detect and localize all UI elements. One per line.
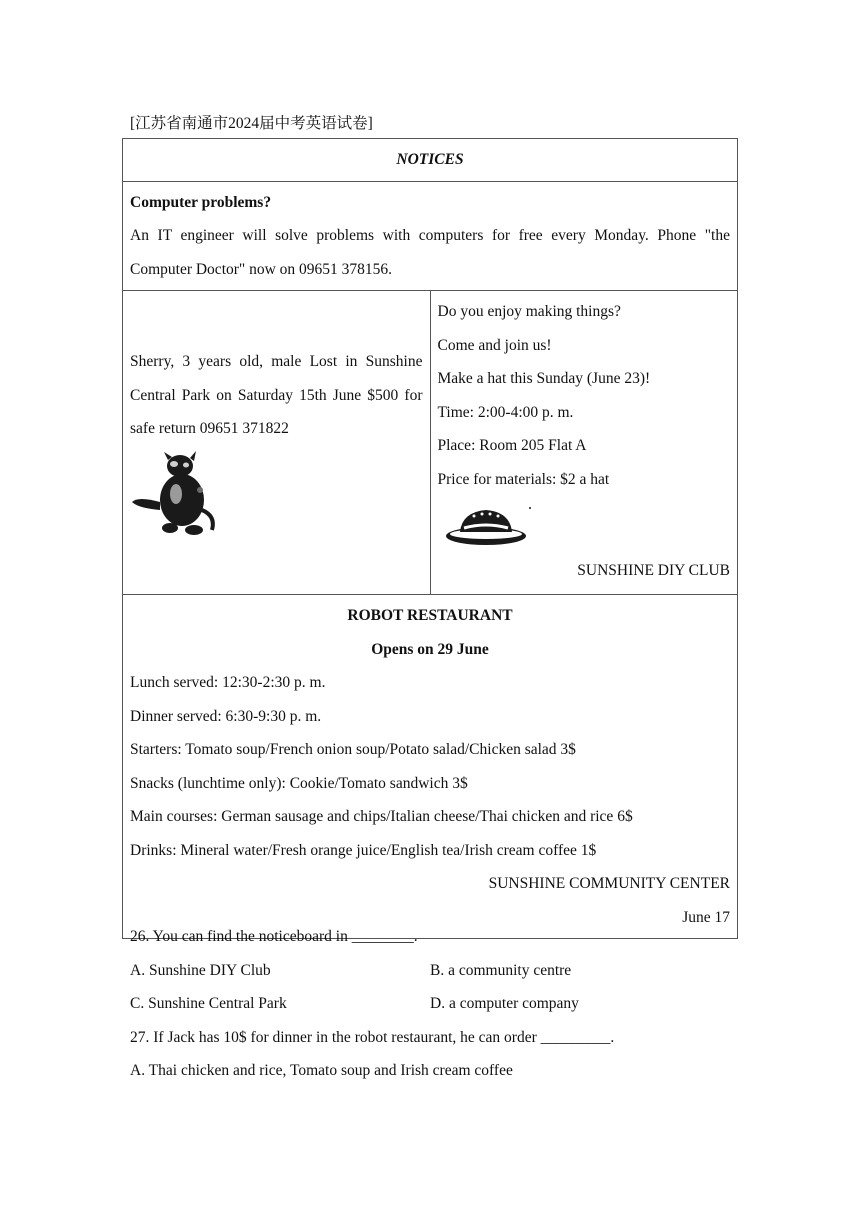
diy-line-6: Price for materials: $2 a hat — [437, 470, 610, 488]
question-26-stem: 26. You can find the noticeboard in ________. — [130, 928, 418, 945]
question-27-option-a[interactable]: A. Thai chicken and rice, Tomato soup and Irish cream coffee — [130, 1062, 513, 1080]
restaurant-date: June 17 — [682, 908, 730, 926]
restaurant-signature: SUNSHINE COMMUNITY CENTER — [488, 875, 730, 892]
lost-pet-text: Sherry, 3 years old, male Lost in Sunshine Central Park on Saturday 15th June $500 for safe return 09651 371822 — [130, 353, 423, 438]
computer-body: An IT engineer will solve problems with computers for free every Monday. Phone "the Computer Doctor" now on 09651 378156. — [130, 227, 730, 278]
hat-picture-icon — [444, 502, 534, 552]
restaurant-line-4: Snacks (lunchtime only): Cookie/Tomato sandwich 3$ — [130, 774, 468, 792]
lost-pet-notice — [123, 291, 431, 595]
questions-section — [130, 920, 740, 1088]
diy-line-4: Time: 2:00-4:00 p. m. — [437, 403, 574, 421]
restaurant-title: ROBOT RESTAURANT — [347, 607, 513, 624]
question-26-options-row-1 — [130, 954, 740, 988]
question-26-option-a[interactable]: A. Sunshine DIY Club — [130, 961, 271, 979]
diy-notice — [430, 291, 738, 595]
dog-picture-icon — [130, 450, 220, 540]
restaurant-line-6: Drinks: Mineral water/Fresh orange juice/English tea/Irish cream coffee 1$ — [130, 841, 597, 859]
restaurant-line-3: Starters: Tomato soup/French onion soup/Potato salad/Chicken salad 3$ — [130, 741, 576, 758]
question-26-option-b[interactable]: B. a community centre — [430, 961, 572, 979]
diy-line-2: Come and join us! — [437, 336, 552, 354]
question-26-option-c[interactable]: C. Sunshine Central Park — [130, 995, 287, 1013]
question-26-option-d[interactable]: D. a computer company — [430, 995, 579, 1013]
question-27-stem: 27. If Jack has 10$ for dinner in the robot restaurant, he can order _________. — [130, 1028, 615, 1046]
diy-signature: SUNSHINE DIY CLUB — [577, 562, 730, 579]
computer-heading: Computer problems? — [130, 193, 272, 211]
restaurant-subtitle: Opens on 29 June — [371, 640, 489, 658]
diy-line-1: Do you enjoy making things? — [437, 303, 621, 320]
restaurant-line-2: Dinner served: 6:30-9:30 p. m. — [130, 707, 322, 725]
source-line: [江苏省南通市2024届中考英语试卷] — [130, 115, 373, 132]
question-26-options-row-2 — [130, 987, 740, 1021]
restaurant-line-5: Main courses: German sausage and chips/Italian cheese/Thai chicken and rice 6$ — [130, 808, 633, 825]
notices-title: NOTICES — [123, 139, 738, 182]
restaurant-line-1: Lunch served: 12:30-2:30 p. m. — [130, 674, 326, 691]
diy-line-3: Make a hat this Sunday (June 23)! — [437, 370, 651, 387]
restaurant-notice — [123, 595, 738, 939]
notices-table — [122, 138, 738, 939]
diy-line-5: Place: Room 205 Flat A — [437, 437, 587, 454]
computer-notice — [123, 181, 738, 291]
